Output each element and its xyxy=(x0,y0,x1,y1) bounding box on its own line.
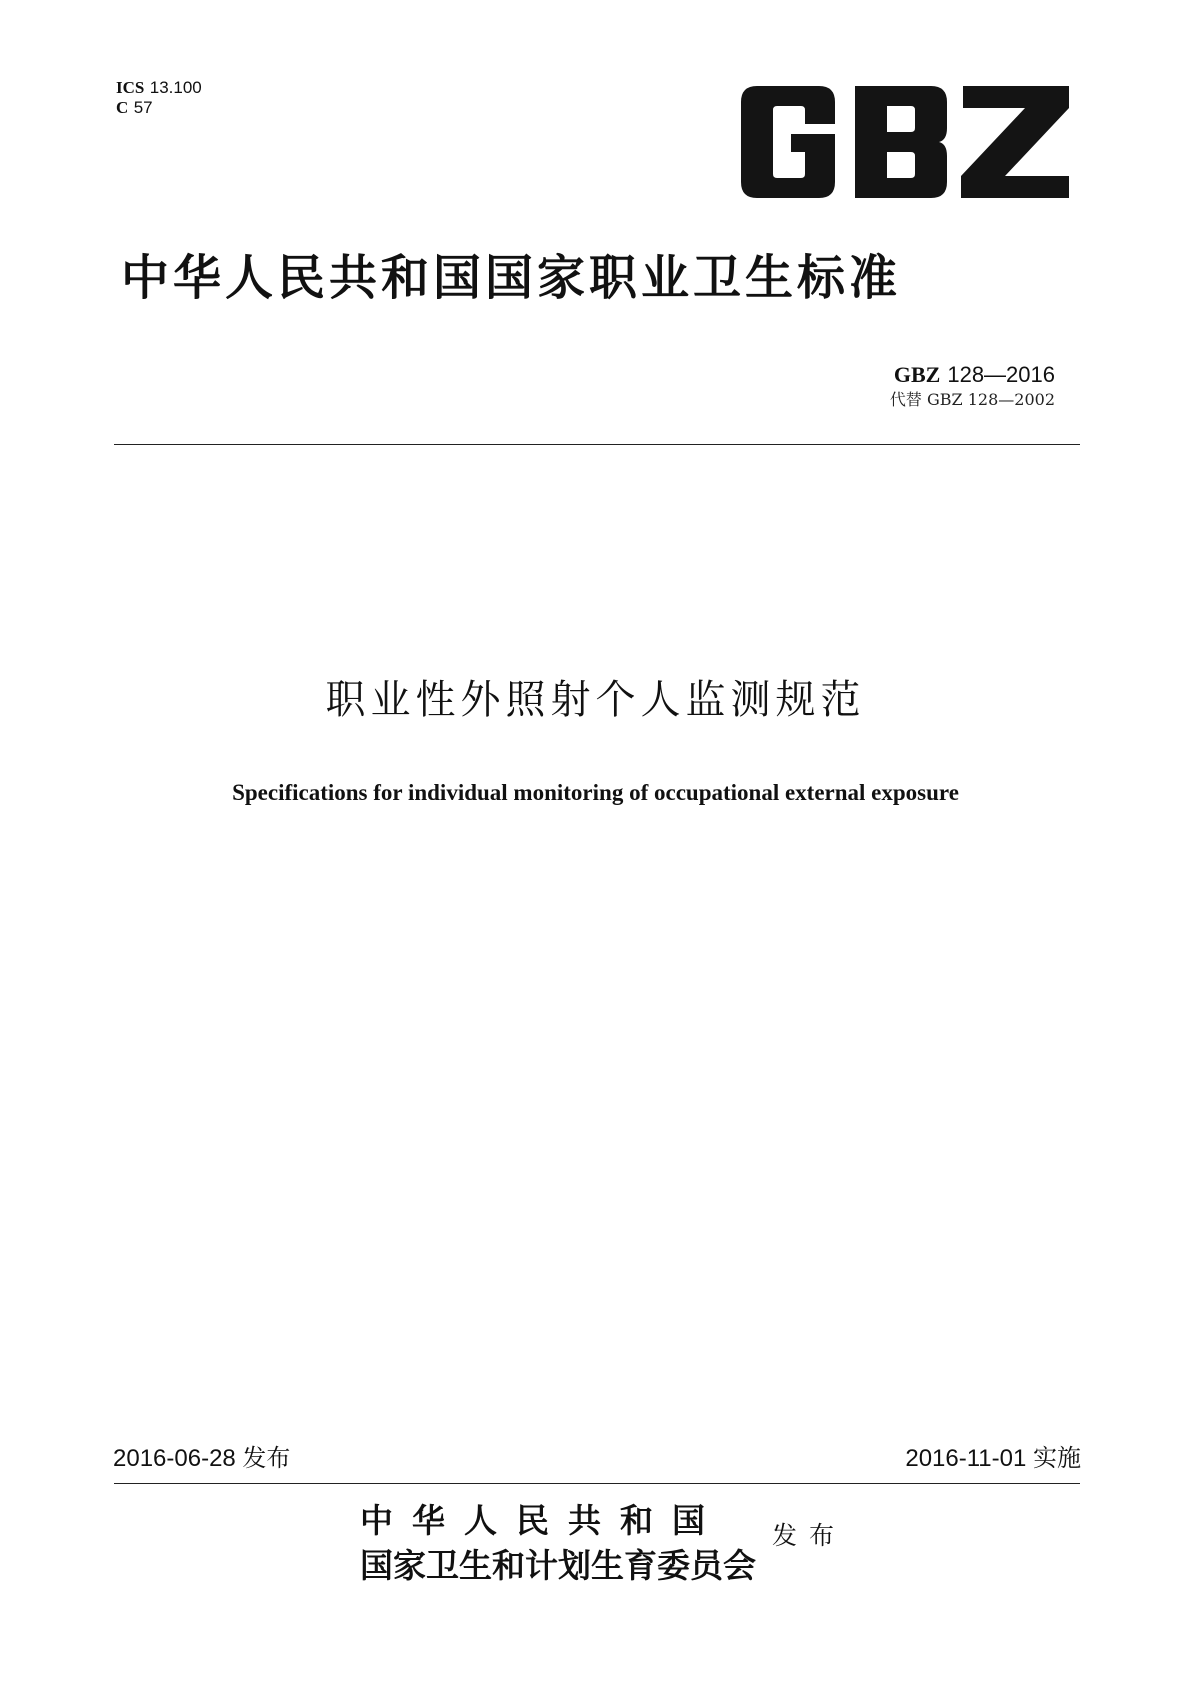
ics-label: ICS xyxy=(116,78,145,97)
gbz-logo xyxy=(735,86,1075,202)
standard-number xyxy=(894,362,1055,389)
replaces-standard: 代替 GBZ 128—2002 xyxy=(889,390,1055,409)
bottom-divider xyxy=(114,1483,1080,1484)
top-divider xyxy=(114,444,1080,445)
document-title-chinese: 职业性外照射个人监测规范 xyxy=(325,677,866,723)
standard-prefix: GBZ xyxy=(893,362,941,387)
national-standard-title: 中华人民共和国国家职业卫生标准 xyxy=(121,250,902,306)
implementation-date: 2016-11-01 实施 xyxy=(905,1445,1081,1472)
standard-code: 128—2016 xyxy=(947,362,1055,387)
issue-action: 发布 xyxy=(772,1521,847,1550)
ccs-classification xyxy=(116,98,153,118)
ics-value: 13.100 xyxy=(149,78,202,97)
issue-date: 2016-06-28 发布 xyxy=(113,1445,291,1472)
ics-classification xyxy=(116,78,202,98)
ccs-label: C xyxy=(116,98,129,117)
issuer-country: 中华人民共和国 xyxy=(360,1501,724,1540)
issuer-commission: 国家卫生和计划生育委员会 xyxy=(360,1546,756,1585)
ccs-value: 57 xyxy=(133,98,153,117)
document-title-english: Specifications for individual monitoring of occupational external exposure xyxy=(232,780,959,805)
